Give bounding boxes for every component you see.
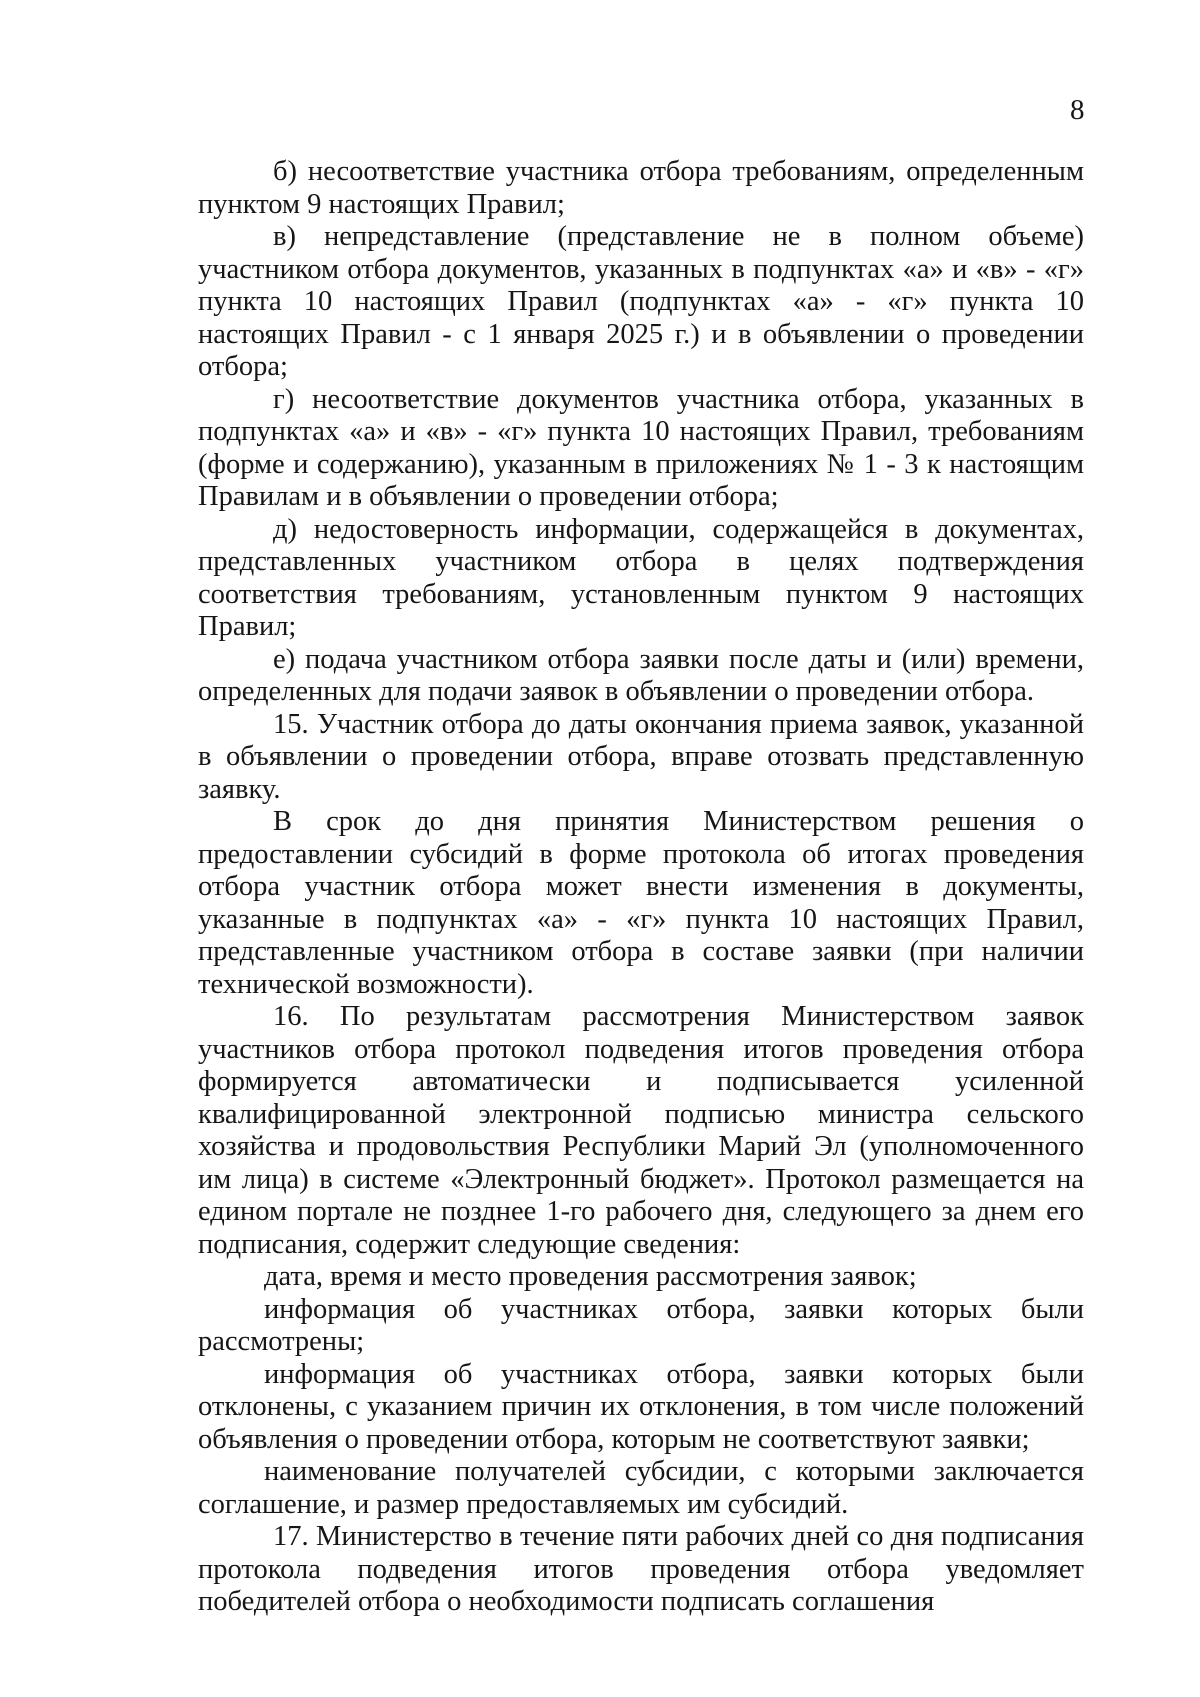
paragraph-16: 16. По результатам рассмотрения Министерством заявок участников отбора протокол подведения итогов проведения отбора формируется автоматически и подписывается усиленной квалифицированной электронной подписью министра сельского хозяйства и продовольствия Республики Марий Эл (уполномоченного им лица) в системе «Электронный бюджет». Протокол размещается на едином портале не позднее 1-го рабочего дня, следующего за днем его подписания, содержит следующие сведения: [198,1001,1084,1260]
paragraph-15: 15. Участник отбора до даты окончания приема заявок, указанной в объявлении о проведении отбора, вправе отозвать представленную заявку. [198,708,1084,805]
paragraph-v: в) непредставление (представление не в полном объеме) участником отбора документов, указанных в подпунктах «а» и «в» - «г» пункта 10 настоящих Правил (подпунктах «а» - «г» пункта 10 настоящих Правил - с 1 января 2025 г.) и в объявлении о проведении отбора; [198,221,1084,382]
paragraph-d: д) недостоверность информации, содержащейся в документах, представленных участником отбора в целях подтверждения соответствия требованиям, установленным пунктом 9 настоящих Правил; [198,513,1084,642]
paragraph-e: е) подача участником отбора заявки после даты и (или) времени, определенных для подачи заявок в объявлении о проведении отбора. [198,643,1084,707]
paragraph-g: г) несоответствие документов участника отбора, указанных в подпунктах «а» и «в» - «г» пункта 10 настоящих Правил, требованиям (форме и содержанию), указанным в приложениях № 1 - 3 к настоящим Правилам и в объявлении о проведении отбора; [198,383,1084,512]
list-item-considered: информация об участниках отбора, заявки которых были рассмотрены; [198,1293,1084,1357]
list-item-rejected: информация об участниках отбора, заявки которых были отклонены, с указанием причин их отклонения, в том числе положений объявления о проведении отбора, которым не соответствуют заявки; [198,1358,1084,1455]
list-item-date: дата, время и место проведения рассмотрения заявок; [264,1261,917,1292]
paragraph-17: 17. Министерство в течение пяти рабочих дней со дня подписания протокола подведения итогов проведения отбора уведомляет победителей отбора о необходимости подписать соглашения [198,1521,1084,1617]
paragraph-b: б) несоответствие участника отбора требованиям, определенным пунктом 9 настоящих Правил; [198,156,1084,220]
page-number: 8 [1070,94,1085,126]
list-item-recipients: наименование получателей субсидии, с которыми заключается соглашение, и размер предоставляемых им субсидий. [198,1456,1084,1520]
document-body [198,156,1084,1619]
paragraph-15-cont: В срок до дня принятия Министерством решения о предоставлении субсидий в форме протокола об итогах проведения отбора участник отбора может внести изменения в документы, указанные в подпунктах «а» - «г» пункта 10 настоящих Правил, представленные участником отбора в составе заявки (при наличии технической возможности). [198,806,1084,1000]
